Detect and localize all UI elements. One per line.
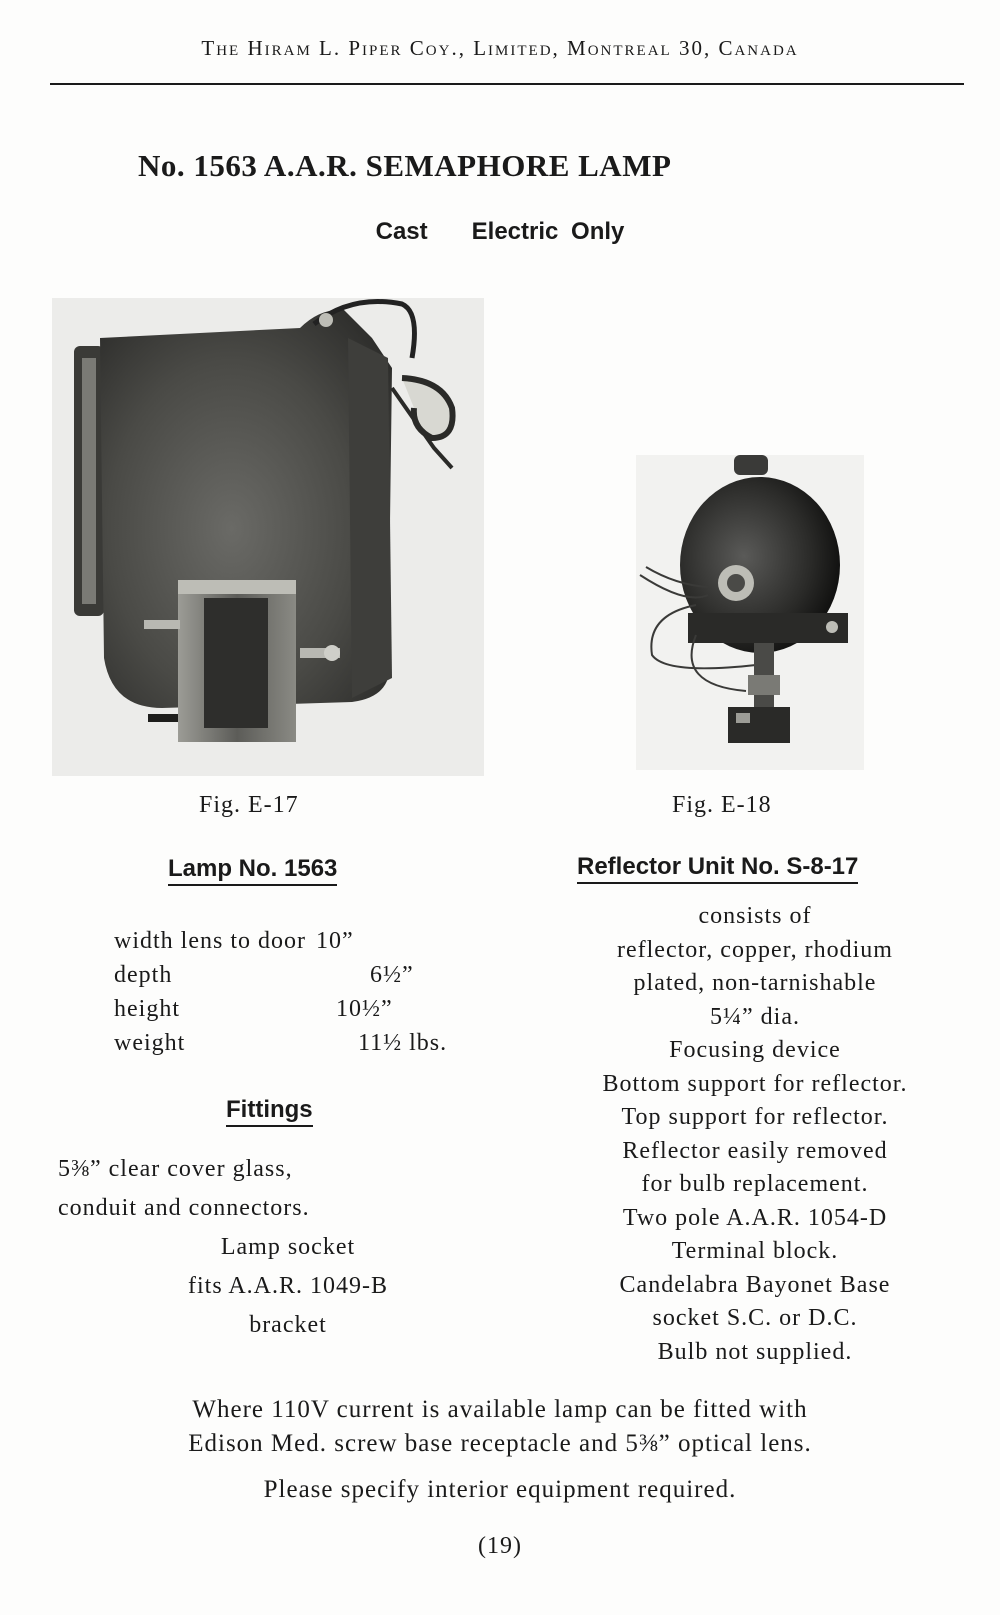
running-head: The Hiram L. Piper Coy., Limited, Montreal 30, Canada xyxy=(201,36,799,60)
footer-note: Edison Med. screw base receptacle and 5⅜” optical lens. xyxy=(188,1430,812,1457)
reflector-line: consists of xyxy=(698,903,812,929)
reflector-line: Terminal block. xyxy=(671,1238,839,1264)
fig-caption-e18: Fig. E-18 xyxy=(672,792,772,818)
reflector-heading: Reflector Unit No. S-8-17 xyxy=(577,853,858,884)
reflector-line: for bulb replacement. xyxy=(641,1171,869,1197)
footer-note: Where 110V current is available lamp can be fitted with xyxy=(192,1396,808,1423)
lamp-heading: Lamp No. 1563 xyxy=(168,855,337,886)
fittings-line: Lamp socket xyxy=(220,1234,356,1260)
spec-label: width lens to door xyxy=(114,928,306,954)
spec-label: weight xyxy=(114,1030,186,1056)
reflector-line: socket S.C. or D.C. xyxy=(652,1305,858,1331)
reflector-line: Two pole A.A.R. 1054-D xyxy=(622,1204,888,1231)
reflector-line: Bottom support for reflector. xyxy=(602,1070,908,1097)
header-rule xyxy=(50,83,964,85)
lamp-photo xyxy=(52,298,484,776)
reflector-line: Candelabra Bayonet Base xyxy=(619,1271,891,1298)
reflector-line: reflector, copper, rhodium xyxy=(617,936,893,963)
reflector-line: plated, non-tarnishable xyxy=(633,970,877,996)
spec-label: depth xyxy=(114,962,173,988)
page-title: No. 1563 A.A.R. SEMAPHORE LAMP xyxy=(138,148,672,183)
page-number: (19) xyxy=(478,1533,522,1559)
spec-value: 10” xyxy=(316,928,354,954)
fittings-line: 5⅜” clear cover glass, xyxy=(58,1156,293,1182)
fittings-heading: Fittings xyxy=(226,1096,313,1127)
subtitle xyxy=(0,218,1000,246)
spec-value: 11½ lbs. xyxy=(358,1030,448,1056)
spec-value: 6½” xyxy=(370,962,414,988)
fittings-line: fits A.A.R. 1049-B xyxy=(187,1273,388,1299)
fittings-line: bracket xyxy=(249,1312,327,1338)
reflector-line: Top support for reflector. xyxy=(621,1104,889,1130)
subtitle-electric: Electric Only xyxy=(471,218,625,245)
spec-label: height xyxy=(114,996,180,1022)
subtitle-cast: Cast xyxy=(375,218,428,245)
reflector-description xyxy=(545,900,965,1369)
spec-value: 10½” xyxy=(336,996,393,1022)
fittings-line: conduit and connectors. xyxy=(58,1195,310,1221)
reflector-photo xyxy=(636,455,864,770)
reflector-line: Focusing device xyxy=(669,1037,841,1063)
fittings-text xyxy=(58,1150,498,1345)
reflector-line: Bulb not supplied. xyxy=(657,1338,853,1365)
fig-caption-e17: Fig. E-17 xyxy=(199,792,299,818)
reflector-line: 5¼” dia. xyxy=(710,1003,800,1030)
footer-note: Please specify interior equipment required. xyxy=(263,1476,737,1503)
reflector-line: Reflector easily removed xyxy=(622,1137,888,1164)
